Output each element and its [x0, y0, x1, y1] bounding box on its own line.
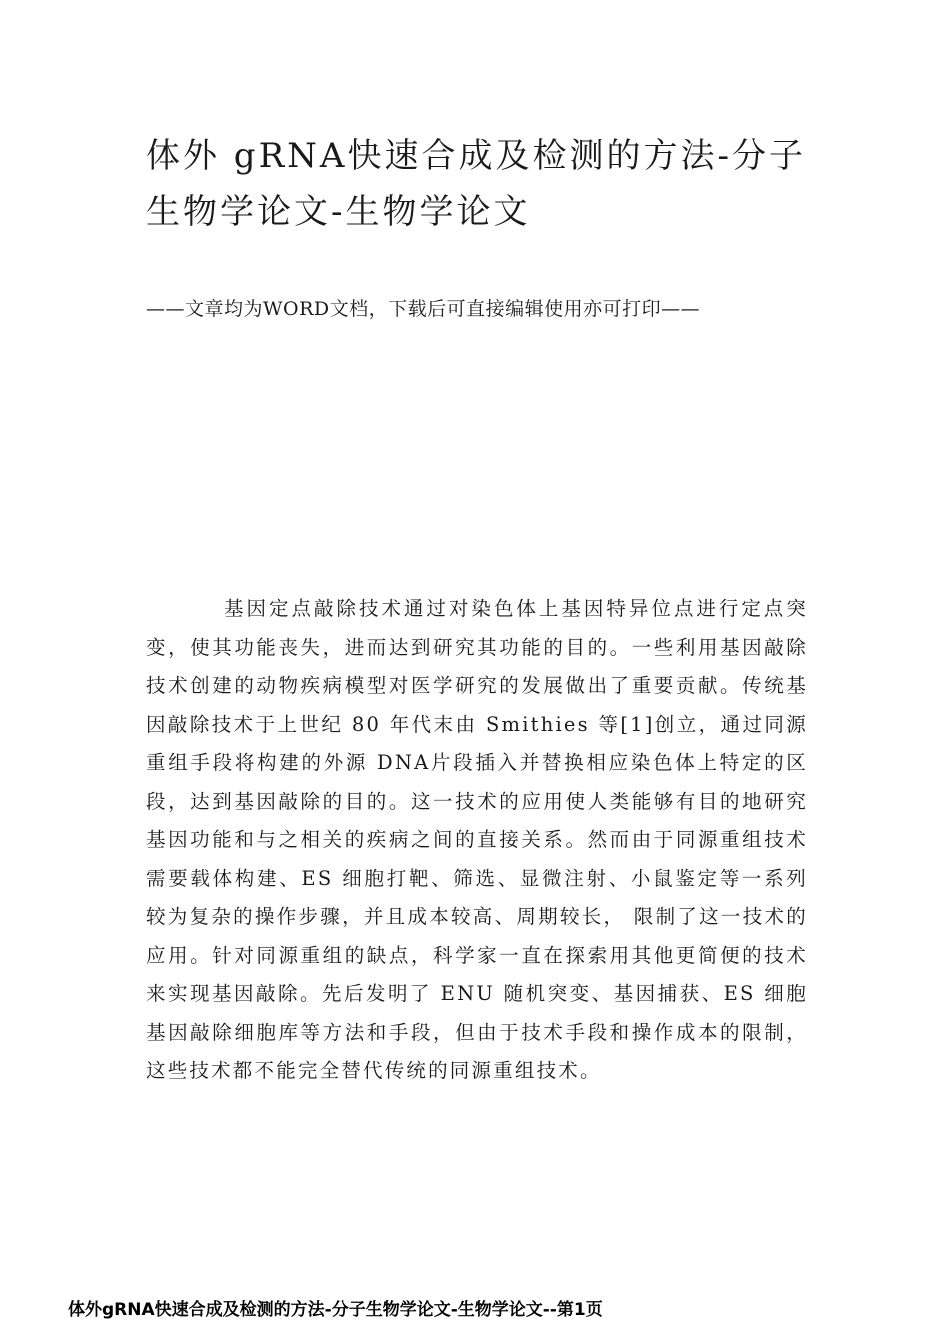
page-footer: 体外gRNA快速合成及检测的方法-分子生物学论文-生物学论文--第1页 — [68, 1300, 603, 1320]
document-title: 体外 gRNA快速合成及检测的方法-分子生物学论文-生物学论文 — [146, 136, 806, 232]
body-paragraph: 基因定点敲除技术通过对染色体上基因特异位点进行定点突变，使其功能丧失，进而达到研究其功能的目的。一些利用基因敲除技术创建的动物疾病模型对医学研究的发展做出了重要贡献。传统基因敲除技术于上世纪 80 年代末由 Smithies 等[1]创立，通过同源重组手段将构建的外源 DNA片段插入并替换相应染色体上特定的区段，达到基因敲除的目的。这一技术的应用使人类能够有目的地研究基因功能和与之相关的疾病之间的直接关系。然而由于同源重组技术需要载体构建、ES 细胞打靶、筛选、显微注射、小鼠鉴定等一系列较为复杂的操作步骤，并且成本较高、周期较长， 限制了这一技术的应用。针对同源重组的缺点，科学家一直在探索用其他更简便的技术来实现基因敲除。先后发明了 ENU 随机突变、基因捕获、ES 细胞基因敲除细胞库等方法和手段，但由于技术手段和操作成本的限制，这些技术都不能完全替代传统的同源重组技术。 — [146, 597, 808, 1082]
document-subtitle: ——文章均为WORD文档，下载后可直接编辑使用亦可打印—— — [146, 298, 701, 320]
